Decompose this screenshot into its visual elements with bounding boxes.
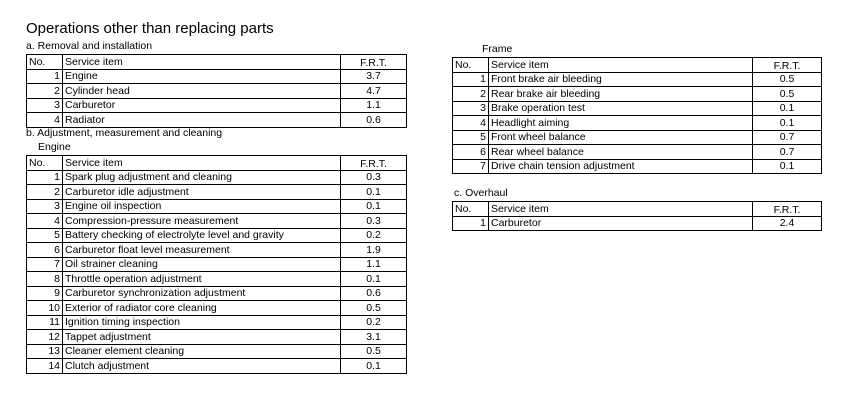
row-service-item: Cleaner element cleaning bbox=[63, 344, 341, 359]
table-row bbox=[27, 84, 407, 99]
row-number: 2 bbox=[27, 84, 63, 99]
row-number: 6 bbox=[27, 243, 63, 258]
table-row bbox=[27, 344, 407, 359]
row-frt: 1.1 bbox=[341, 257, 407, 272]
row-number: 1 bbox=[453, 72, 489, 87]
header-no: No. bbox=[453, 202, 489, 217]
frame-adjustment-table bbox=[452, 57, 822, 174]
row-frt: 0.1 bbox=[753, 116, 822, 131]
table-header-row bbox=[27, 156, 407, 171]
row-service-item: Carburetor bbox=[489, 216, 753, 231]
row-number: 2 bbox=[27, 185, 63, 200]
table-row bbox=[27, 330, 407, 345]
row-number: 5 bbox=[453, 130, 489, 145]
row-service-item: Clutch adjustment bbox=[63, 359, 341, 374]
row-number: 1 bbox=[453, 216, 489, 231]
table-row bbox=[27, 257, 407, 272]
row-service-item: Rear brake air bleeding bbox=[489, 87, 753, 102]
header-service-item: Service item bbox=[489, 58, 753, 73]
table-row bbox=[27, 113, 407, 128]
row-frt: 0.5 bbox=[753, 72, 822, 87]
table-row bbox=[27, 69, 407, 84]
row-number: 3 bbox=[27, 199, 63, 214]
engine-adjustment-table bbox=[26, 155, 407, 374]
row-service-item: Engine oil inspection bbox=[63, 199, 341, 214]
table-row bbox=[453, 216, 822, 231]
row-number: 4 bbox=[27, 113, 63, 128]
row-number: 6 bbox=[453, 145, 489, 160]
header-service-item: Service item bbox=[63, 55, 341, 70]
table-row bbox=[27, 170, 407, 185]
section-c-heading: c. Overhaul bbox=[454, 187, 508, 199]
row-frt: 1.9 bbox=[341, 243, 407, 258]
table-row bbox=[453, 72, 822, 87]
row-frt: 1.1 bbox=[341, 98, 407, 113]
table-header-row bbox=[453, 58, 822, 73]
row-number: 5 bbox=[27, 228, 63, 243]
row-frt: 0.1 bbox=[341, 272, 407, 287]
engine-subheading: Engine bbox=[38, 141, 71, 153]
row-service-item: Headlight aiming bbox=[489, 116, 753, 131]
row-frt: 0.5 bbox=[753, 87, 822, 102]
row-frt: 3.1 bbox=[341, 330, 407, 345]
table-row bbox=[453, 159, 822, 174]
header-no: No. bbox=[27, 55, 63, 70]
row-service-item: Carburetor synchronization adjustment bbox=[63, 286, 341, 301]
table-row bbox=[27, 185, 407, 200]
overhaul-table bbox=[452, 201, 822, 231]
table-header-row bbox=[453, 202, 822, 217]
row-service-item: Cylinder head bbox=[63, 84, 341, 99]
row-service-item: Carburetor bbox=[63, 98, 341, 113]
table-row bbox=[27, 286, 407, 301]
table-row bbox=[27, 214, 407, 229]
row-frt: 0.3 bbox=[341, 170, 407, 185]
row-frt: 0.5 bbox=[341, 301, 407, 316]
row-service-item: Exterior of radiator core cleaning bbox=[63, 301, 341, 316]
row-frt: 0.7 bbox=[753, 130, 822, 145]
row-service-item: Tappet adjustment bbox=[63, 330, 341, 345]
row-service-item: Rear wheel balance bbox=[489, 145, 753, 160]
row-frt: 0.1 bbox=[341, 199, 407, 214]
header-service-item: Service item bbox=[489, 202, 753, 217]
row-frt: 0.2 bbox=[341, 228, 407, 243]
row-service-item: Brake operation test bbox=[489, 101, 753, 116]
row-frt: 0.5 bbox=[341, 344, 407, 359]
row-frt: 0.6 bbox=[341, 286, 407, 301]
row-number: 2 bbox=[453, 87, 489, 102]
row-service-item: Engine bbox=[63, 69, 341, 84]
row-number: 4 bbox=[453, 116, 489, 131]
row-service-item: Drive chain tension adjustment bbox=[489, 159, 753, 174]
row-number: 1 bbox=[27, 69, 63, 84]
removal-installation-table bbox=[26, 54, 407, 128]
row-service-item: Battery checking of electrolyte level and gravity bbox=[63, 228, 341, 243]
row-service-item: Radiator bbox=[63, 113, 341, 128]
table-row bbox=[27, 272, 407, 287]
row-service-item: Compression-pressure measurement bbox=[63, 214, 341, 229]
row-frt: 0.1 bbox=[341, 185, 407, 200]
row-number: 12 bbox=[27, 330, 63, 345]
row-number: 10 bbox=[27, 301, 63, 316]
table-row bbox=[27, 243, 407, 258]
header-no: No. bbox=[27, 156, 63, 171]
row-service-item: Spark plug adjustment and cleaning bbox=[63, 170, 341, 185]
table-row bbox=[27, 98, 407, 113]
row-frt: 2.4 bbox=[753, 216, 822, 231]
row-number: 14 bbox=[27, 359, 63, 374]
table-row bbox=[27, 315, 407, 330]
table-row bbox=[453, 101, 822, 116]
frame-subheading: Frame bbox=[482, 43, 513, 55]
header-frt: F.R.T. bbox=[753, 202, 822, 217]
row-number: 13 bbox=[27, 344, 63, 359]
row-service-item: Carburetor idle adjustment bbox=[63, 185, 341, 200]
row-service-item: Front brake air bleeding bbox=[489, 72, 753, 87]
table-row bbox=[453, 145, 822, 160]
row-number: 8 bbox=[27, 272, 63, 287]
section-a-heading: a. Removal and installation bbox=[26, 40, 153, 52]
row-number: 9 bbox=[27, 286, 63, 301]
row-number: 3 bbox=[27, 98, 63, 113]
header-service-item: Service item bbox=[63, 156, 341, 171]
row-service-item: Front wheel balance bbox=[489, 130, 753, 145]
table-header-row bbox=[27, 55, 407, 70]
header-frt: F.R.T. bbox=[341, 55, 407, 70]
row-frt: 4.7 bbox=[341, 84, 407, 99]
header-frt: F.R.T. bbox=[341, 156, 407, 171]
row-frt: 3.7 bbox=[341, 69, 407, 84]
row-number: 4 bbox=[27, 214, 63, 229]
row-service-item: Oil strainer cleaning bbox=[63, 257, 341, 272]
table-row bbox=[27, 301, 407, 316]
table-row bbox=[27, 199, 407, 214]
header-no: No. bbox=[453, 58, 489, 73]
row-frt: 0.2 bbox=[341, 315, 407, 330]
row-frt: 0.7 bbox=[753, 145, 822, 160]
section-b-heading: b. Adjustment, measurement and cleaning bbox=[26, 127, 223, 139]
row-number: 3 bbox=[453, 101, 489, 116]
row-frt: 0.1 bbox=[753, 159, 822, 174]
row-service-item: Throttle operation adjustment bbox=[63, 272, 341, 287]
row-number: 7 bbox=[453, 159, 489, 174]
row-number: 1 bbox=[27, 170, 63, 185]
row-frt: 0.6 bbox=[341, 113, 407, 128]
table-row bbox=[27, 228, 407, 243]
table-row bbox=[453, 116, 822, 131]
row-frt: 0.1 bbox=[753, 101, 822, 116]
table-row bbox=[453, 130, 822, 145]
row-frt: 0.1 bbox=[341, 359, 407, 374]
row-number: 11 bbox=[27, 315, 63, 330]
header-frt: F.R.T. bbox=[753, 58, 822, 73]
page-title: Operations other than replacing parts bbox=[26, 20, 274, 37]
row-number: 7 bbox=[27, 257, 63, 272]
row-service-item: Carburetor float level measurement bbox=[63, 243, 341, 258]
table-row bbox=[27, 359, 407, 374]
row-frt: 0.3 bbox=[341, 214, 407, 229]
row-service-item: Ignition timing inspection bbox=[63, 315, 341, 330]
table-row bbox=[453, 87, 822, 102]
